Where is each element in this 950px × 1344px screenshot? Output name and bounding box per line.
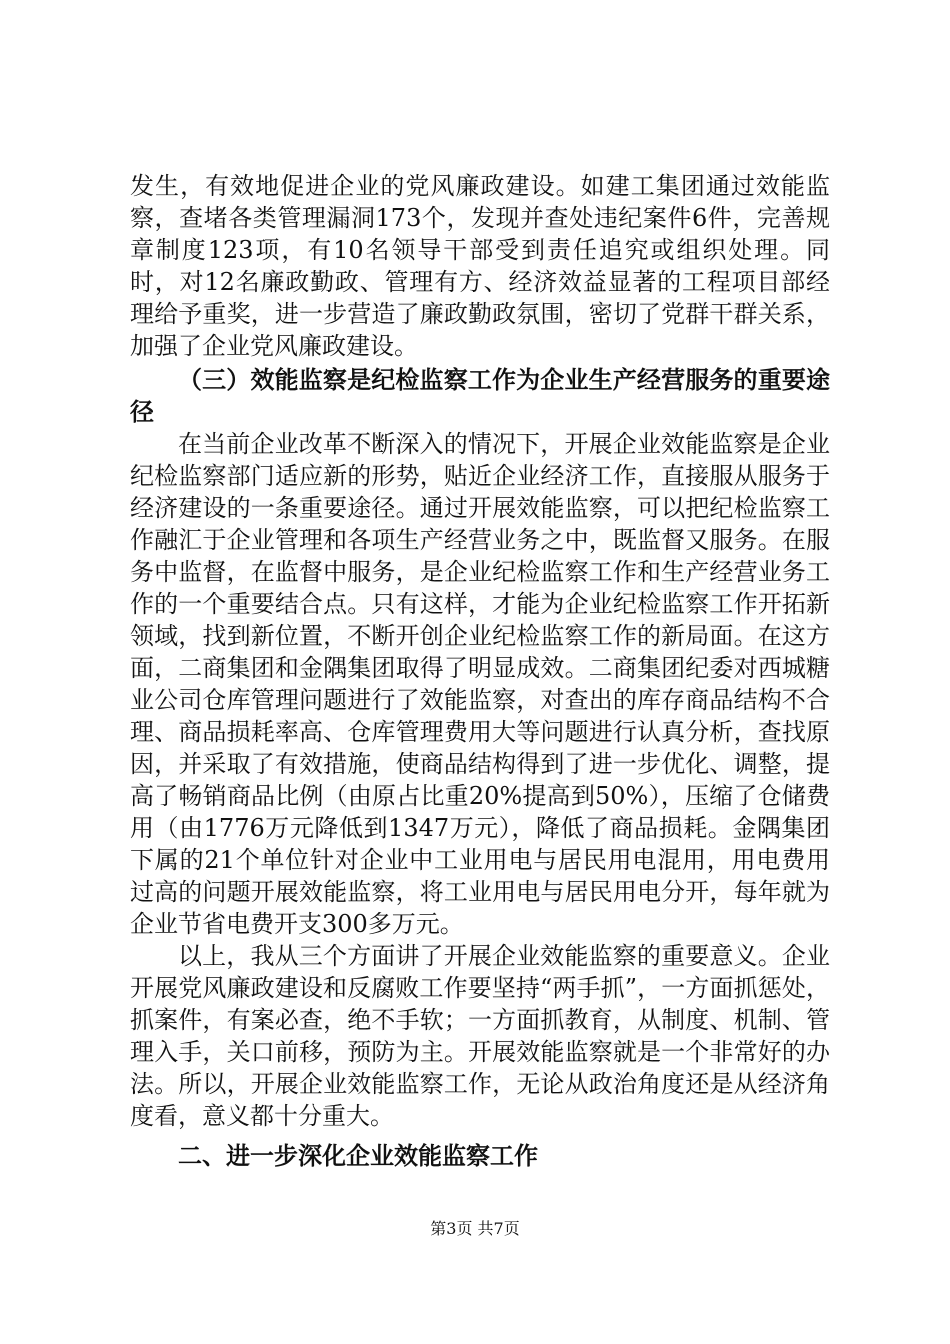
subsection-heading: （三）效能监察是纪检监察工作为企业生产经营服务的重要途径	[130, 366, 830, 426]
paragraph: 在当前企业改革不断深入的情况下，开展企业效能监察是企业纪检监察部门适应新的形势，贴近企业经济工作，直接服从服务于经济建设的一条重要途径。通过开展效能监察，可以把纪检监察工作融汇于企业管理和各项生产经营业务之中，既监督又服务。在服务中监督，在监督中服务，是企业纪检监察工作和生产经营业务工作的一个重要结合点。只有这样，才能为企业纪检监察工作开拓新领域，找到新位置，不断开创企业纪检监察工作的新局面。在这方面，二商集团和金隅集团取得了明显成效。二商集团纪委对西城糖业公司仓库管理问题进行了效能监察，对查出的库存商品结构不合理、商品损耗率高、仓库管理费用大等问题进行认真分析，查找原因，并采取了有效措施，使商品结构得到了进一步优化、调整，提高了畅销商品比例（由原占比重20%提高到50%），压缩了仓储费用（由1776万元降低到1347万元），降低了商品损耗。金隅集团下属的21个单位针对企业中工业用电与居民用电混用，用电费用过高的问题开展效能监察，将工业用电与居民用电分开，每年就为企业节省电费开支300多万元。	[130, 430, 830, 938]
section-heading: 二、进一步深化企业效能监察工作	[178, 1142, 538, 1170]
page-number-footer: 第3页 共7页	[430, 1219, 520, 1238]
paragraph-continued: 发生，有效地促进企业的党风廉政建设。如建工集团通过效能监察，查堵各类管理漏洞173个，发现并查处违纪案件6件，完善规章制度123项，有10名领导干部受到责任追究或组织处理。同时，对12名廉政勤政、管理有方、经济效益显著的工程项目部经理给予重奖，进一步营造了廉政勤政氛围，密切了党群干群关系，加强了企业党风廉政建设。	[130, 172, 830, 360]
paragraph: 以上，我从三个方面讲了开展企业效能监察的重要意义。企业开展党风廉政建设和反腐败工作要坚持“两手抓”，一方面抓惩处，抓案件，有案必查，绝不手软；一方面抓教育，从制度、机制、管理入手，关口前移，预防为主。开展效能监察就是一个非常好的办法。所以，开展企业效能监察工作，无论从政治角度还是从经济角度看，意义都十分重大。	[130, 942, 830, 1130]
document-body	[130, 170, 830, 1172]
